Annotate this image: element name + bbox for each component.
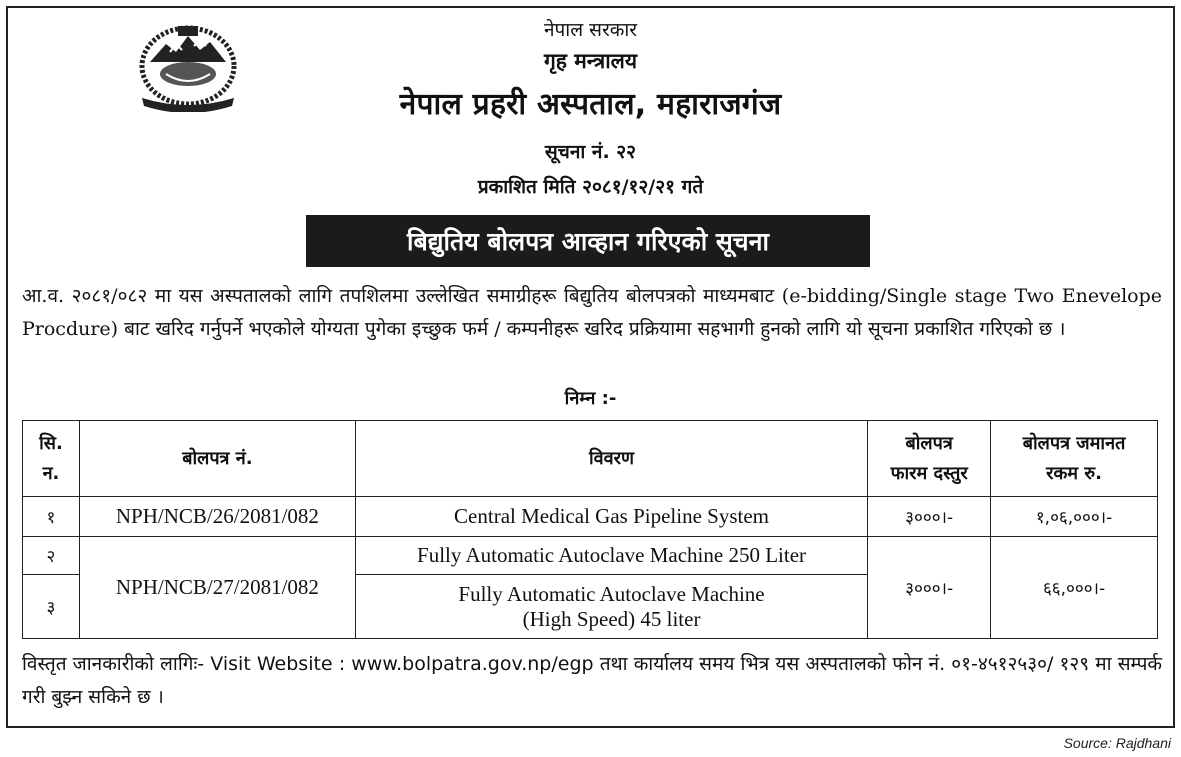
bid-number-cell: NPH/NCB/27/2081/082	[79, 537, 355, 639]
government-name: नेपाल सरकार	[543, 19, 638, 41]
form-fee-cell: ३०००।-	[868, 497, 991, 537]
serial-cell: ३	[23, 575, 80, 639]
bid-table	[22, 420, 1158, 639]
notice-body: आ.व. २०८१/०८२ मा यस अस्पतालको लागि तपशिलमा उल्लेखित समाग्रीहरू बिद्युतिय बोलपत्रको माध्यमबाट (e-bidding/Single stage Two Enevelope Procdure) बाट खरिद गर्नुपर्ने भएकोले योग्यता पुगेका इच्छुक फर्म / कम्पनीहरू खरिद प्रक्रियामा सहभागी हुनको लागि यो सूचना प्रकाशित गरिएको छ ।	[22, 285, 1162, 340]
bid-security-cell: १,०६,०००।-	[991, 497, 1158, 537]
header-serial: सि. न.	[23, 421, 80, 497]
table-row	[23, 497, 1158, 537]
table-header-row	[23, 421, 1158, 497]
ministry-name: गृह मन्त्रालय	[543, 49, 638, 73]
bid-security-cell: ६६,०००।-	[991, 537, 1158, 639]
serial-cell: २	[23, 537, 80, 575]
bid-number-cell: NPH/NCB/26/2081/082	[79, 497, 355, 537]
source-credit: Source: Rajdhani	[1063, 735, 1171, 751]
hospital-name: नेपाल प्रहरी अस्पताल, महाराजगंज	[399, 87, 782, 122]
form-fee-cell: ३०००।-	[868, 537, 991, 639]
header-bid-security: बोलपत्र जमानत रकम रु.	[991, 421, 1158, 497]
header-description: विवरण	[355, 421, 867, 497]
header-form-fee: बोलपत्र फारम दस्तुर	[868, 421, 991, 497]
header-bid-number: बोलपत्र नं.	[79, 421, 355, 497]
table-row	[23, 537, 1158, 575]
description-cell: Fully Automatic Autoclave Machine (High Speed) 45 liter	[355, 575, 867, 639]
contact-info: विस्तृत जानकारीको लागिः- Visit Website : www.bolpatra.gov.np/egp तथा कार्यालय समय भित्र यस अस्पतालको फोन नं. ०१-४५१२५३०/ १२९ मा सम्पर्क गरी बुझ्न सकिने छ ।	[22, 653, 1162, 708]
notice-number: सूचना नं. २२	[544, 141, 637, 163]
list-heading: निम्न :-	[564, 388, 617, 409]
published-date: प्रकाशित मिति २०८१/१२/२१ गते	[477, 176, 704, 198]
description-cell: Central Medical Gas Pipeline System	[355, 497, 867, 537]
description-cell: Fully Automatic Autoclave Machine 250 Liter	[355, 537, 867, 575]
notice-title: बिद्युतिय बोलपत्र आव्हान गरिएको सूचना	[306, 215, 870, 267]
serial-cell: १	[23, 497, 80, 537]
